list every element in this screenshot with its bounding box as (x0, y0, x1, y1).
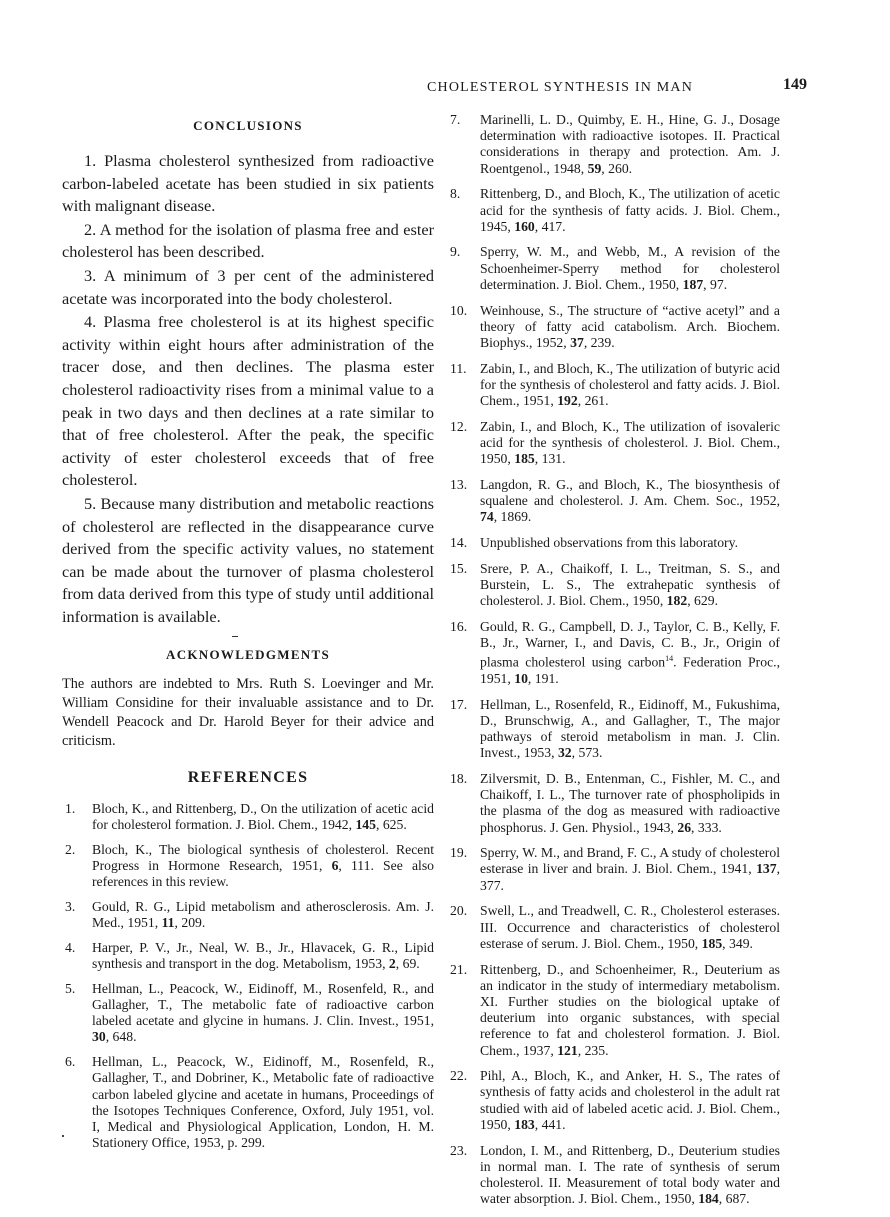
reference-number: 8. (450, 186, 461, 202)
reference-text: Bloch, K., and Rittenberg, D., On the utilization of acetic acid for cholesterol formation. J. Biol. Chem., 1942, (92, 800, 434, 832)
reference-entry (450, 845, 780, 894)
reference-pages: , 191. (527, 670, 559, 686)
left-column (62, 118, 434, 1160)
reference-number: 12. (450, 418, 468, 434)
reference-pages: , 235. (577, 1042, 609, 1058)
reference-entry (62, 1054, 434, 1151)
reference-entry (450, 962, 780, 1059)
reference-text: Zilversmit, D. B., Entenman, C., Fishler, M. C., and Chaikoff, I. L., The turnover rate of phospholipids in the plasma of the dog as measured with radioactive phosphorus. J. Gen. Physiol., 1943, (480, 770, 780, 835)
reference-number: 18. (450, 770, 468, 786)
page-number: 149 (783, 76, 807, 93)
references-list-left (62, 801, 434, 1152)
reference-number: 3. (65, 898, 76, 914)
reference-text: Zabin, I., and Bloch, K., The utilization of butyric acid for the synthesis of cholesterol and fatty acids. J. Biol. Chem., 1951, (480, 360, 780, 409)
reference-entry (62, 899, 434, 931)
reference-number: 6. (65, 1054, 76, 1070)
reference-text: Hellman, L., Peacock, W., Eidinoff, M., Rosenfeld, R., Gallagher, T., and Dobriner, K., Metabolic fate of radioactive carbon labeled glycine and acetate in humans, Proceedings of the Isotopes Techniques Conference, Oxford, July 1951, vol. I, Medical and Physiological Application, London, H. M. Stationery Office, 1953, p. 299. (92, 1054, 434, 1151)
page-mark (62, 1135, 64, 1137)
reference-pages: , 111. See also references in this review. (92, 857, 434, 890)
reference-text: Sperry, W. M., and Webb, M., A revision of the Schoenheimer-Sperry method for cholesterol determination. J. Biol. Chem., 1950, (480, 244, 780, 292)
reference-entry (450, 303, 780, 352)
section-divider (232, 636, 238, 637)
reference-volume: 26 (677, 819, 692, 835)
reference-number: 23. (450, 1142, 468, 1158)
reference-entry (450, 697, 780, 762)
reference-text-cont: . Federation Proc., 1951, (480, 654, 780, 686)
reference-number: 9. (450, 244, 461, 260)
reference-text: Unpublished observations from this laboratory. (480, 534, 738, 550)
references-heading: REFERENCES (187, 768, 309, 786)
right-column (450, 112, 780, 1217)
reference-pages: , 209. (174, 915, 206, 931)
reference-volume: 32 (557, 745, 572, 761)
references-list-right (450, 112, 780, 1207)
reference-pages: , 333. (691, 819, 722, 835)
reference-entry (450, 619, 780, 687)
reference-volume: 184 (698, 1191, 719, 1207)
reference-text: Bloch, K., The biological synthesis of cholesterol. Recent Progress in Hormone Research, 1951, (92, 841, 434, 873)
reference-entry (450, 244, 780, 293)
conclusion-item: 1. Plasma cholesterol synthesized from radioactive carbon-labeled acetate has been studied in six patients with malignant disease. (62, 151, 434, 216)
reference-text: London, I. M., and Rittenberg, D., Deuterium studies in normal man. I. The rate of synthesis of serum cholesterol. II. Measurement of total body water and water absorption. J. Biol. Chem., 1950, (480, 1142, 780, 1207)
reference-entry (450, 1068, 780, 1133)
reference-text: Langdon, R. G., and Bloch, K., The biosynthesis of squalene and cholesterol. J. Am. Chem. Soc., 1952, (480, 476, 780, 509)
reference-volume: 183 (514, 1116, 535, 1132)
reference-pages: , 625. (375, 816, 407, 832)
conclusion-item: 4. Plasma free cholesterol is at its highest specific activity within eight hours after administration of the tracer dose, and then declines. The plasma ester cholesterol radioactivity rises from a minimal value to a peak in two days and then declines at a rate similar to that of free cholesterol. After the peak, the specific activity of ester cholesterol exceeds that of free cholesterol. (62, 312, 434, 490)
reference-pages: , 573. (571, 745, 603, 761)
reference-text: Gould, R. G., Campbell, D. J., Taylor, C. B., Kelly, F. B., Jr., Warner, I., and Davis, C. B., Jr., Origin of plasma cholesterol using carbon (480, 618, 780, 670)
reference-pages: , 441. (534, 1116, 566, 1132)
reference-pages: , 417. (534, 218, 566, 234)
reference-number: 10. (450, 302, 468, 318)
reference-entry (450, 186, 780, 235)
reference-text: Rittenberg, D., and Bloch, K., The utilization of acetic acid for the synthesis of fatty acids. J. Biol. Chem., 1945, (480, 186, 780, 234)
reference-number: 20. (450, 903, 468, 919)
reference-number: 15. (450, 560, 468, 576)
reference-entry (450, 361, 780, 410)
reference-volume: 30 (92, 1029, 106, 1045)
reference-pages: , 239. (583, 334, 615, 350)
reference-pages: , 260. (601, 160, 633, 176)
reference-number: 17. (450, 696, 468, 712)
reference-entry (450, 561, 780, 610)
reference-number: 5. (65, 980, 76, 996)
reference-volume: 37 (570, 334, 584, 350)
reference-entry (450, 1143, 780, 1208)
reference-number: 7. (450, 112, 461, 127)
reference-volume: 11 (161, 915, 175, 931)
reference-volume: 185 (514, 451, 535, 467)
reference-pages: , 131. (534, 451, 566, 467)
reference-volume: 187 (682, 276, 704, 292)
reference-pages: , 648. (105, 1029, 137, 1045)
reference-volume: 6 (331, 857, 339, 873)
reference-text: Marinelli, L. D., Quimby, E. H., Hine, G. J., Dosage determination with radioactive isotopes. II. Practical considerations in therapy and protection. Am. J. Roentgenol., 1948, (480, 112, 780, 176)
reference-volume: 137 (756, 861, 777, 877)
reference-number: 22. (450, 1068, 468, 1084)
reference-entry (450, 535, 780, 551)
reference-number: 1. (65, 800, 76, 816)
reference-volume: 2 (388, 956, 396, 972)
reference-entry (62, 801, 434, 833)
reference-text: Gould, R. G., Lipid metabolism and atherosclerosis. Am. J. Med., 1951, (92, 898, 434, 931)
conclusions-heading: CONCLUSIONS (193, 118, 303, 133)
reference-volume: 10 (514, 670, 528, 686)
reference-number: 13. (450, 476, 468, 492)
reference-volume: 182 (666, 593, 688, 609)
reference-pages: , 629. (687, 593, 718, 609)
reference-volume: 121 (557, 1042, 578, 1058)
reference-text: Harper, P. V., Jr., Neal, W. B., Jr., Hlavacek, G. R., Lipid synthesis and transport in the dog. Metabolism, 1953, (92, 939, 434, 972)
reference-volume: 160 (514, 218, 535, 234)
reference-entry (450, 419, 780, 468)
reference-text: Swell, L., and Treadwell, C. R., Cholesterol esterases. III. Occurrence and characteristics of cholesterol esterase of serum. J. Biol. Chem., 1950, (480, 903, 780, 951)
reference-entry (450, 112, 780, 177)
reference-pages: , 69. (395, 956, 420, 972)
reference-number: 14. (450, 534, 468, 550)
reference-number: 19. (450, 845, 468, 861)
superscript: 14 (665, 654, 674, 664)
reference-text: Pihl, A., Bloch, K., and Anker, H. S., The rates of synthesis of fatty acids and cholesterol in the adult rat studied with aid of labeled acetic acid. J. Biol. Chem., 1950, (480, 1068, 780, 1132)
reference-entry (62, 842, 434, 891)
running-title: CHOLESTEROL SYNTHESIS IN MAN (426, 80, 694, 95)
reference-text: Hellman, L., Rosenfeld, R., Eidinoff, M., Fukushima, D., Brunschwig, A., and Gallagher, T., The major pathways of steroid metabolism in man. J. Clin. Invest., 1953, (480, 696, 780, 761)
reference-text: Rittenberg, D., and Schoenheimer, R., Deuterium as an indicator in the study of intermediary metabolism. XI. Further studies on the biological uptake of deuterium into organic substances, with special reference to fat and cholesterol formation. J. Biol. Chem., 1937, (480, 961, 780, 1058)
reference-text: Zabin, I., and Bloch, K., The utilization of isovaleric acid for the synthesis of cholesterol. J. Biol. Chem., 1950, (480, 418, 780, 467)
reference-entry (450, 903, 780, 952)
reference-entry (450, 477, 780, 526)
acknowledgments-text: The authors are indebted to Mrs. Ruth S. Loevinger and Mr. William Considine for their invaluable assistance and to Dr. Wendell Peacock and Dr. Harold Beyer for their advice and criticism. (62, 676, 434, 749)
reference-text: Sperry, W. M., and Brand, F. C., A study of cholesterol esterase in liver and brain. J. Biol. Chem., 1941, (480, 845, 780, 877)
reference-number: 2. (65, 841, 76, 857)
reference-text: Weinhouse, S., The structure of “active acetyl” and a theory of fatty acid catabolism. Arch. Biochem. Biophys., 1952, (480, 302, 780, 350)
reference-pages: , 1869. (493, 509, 532, 525)
reference-pages: , 97. (703, 276, 728, 292)
reference-pages: , 377. (480, 861, 781, 893)
reference-pages: , 349. (722, 935, 753, 951)
reference-number: 16. (450, 618, 468, 634)
conclusion-item: 3. A minimum of 3 per cent of the administered acetate was incorporated into the body cholesterol. (62, 265, 434, 308)
reference-number: 4. (65, 939, 76, 955)
reference-volume: 192 (557, 393, 578, 409)
reference-number: 21. (450, 961, 468, 977)
reference-volume: 185 (701, 935, 723, 951)
reference-volume: 74 (480, 509, 494, 525)
reference-text: Hellman, L., Peacock, W., Eidinoff, M., Rosenfeld, R., and Gallagher, T., The metabolic fate of radioactive carbon labeled acetate and glycine in humans. J. Clin. Invest., 1951, (92, 980, 434, 1029)
reference-volume: 145 (355, 816, 376, 832)
reference-volume: 59 (587, 160, 602, 176)
reference-number: 11. (450, 360, 467, 376)
acknowledgments-heading: ACKNOWLEDGMENTS (166, 647, 330, 663)
conclusion-item: 2. A method for the isolation of plasma free and ester cholesterol has been described. (62, 219, 434, 262)
reference-entry (450, 771, 780, 836)
reference-pages: , 261. (577, 393, 609, 409)
reference-entry (62, 940, 434, 972)
reference-text: Srere, P. A., Chaikoff, I. L., Treitman, S. S., and Burstein, L. S., The extrahepatic synthesis of cholesterol. J. Biol. Chem., 1950, (480, 560, 780, 609)
conclusion-item: 5. Because many distribution and metabolic reactions of cholesterol are reflected in the disappearance curve derived from the specific activity values, no statement can be made about the turnover of plasma cholesterol from data derived from this type of study until additional information is available. (62, 493, 434, 626)
reference-entry (62, 981, 434, 1046)
reference-pages: , 687. (718, 1191, 750, 1207)
